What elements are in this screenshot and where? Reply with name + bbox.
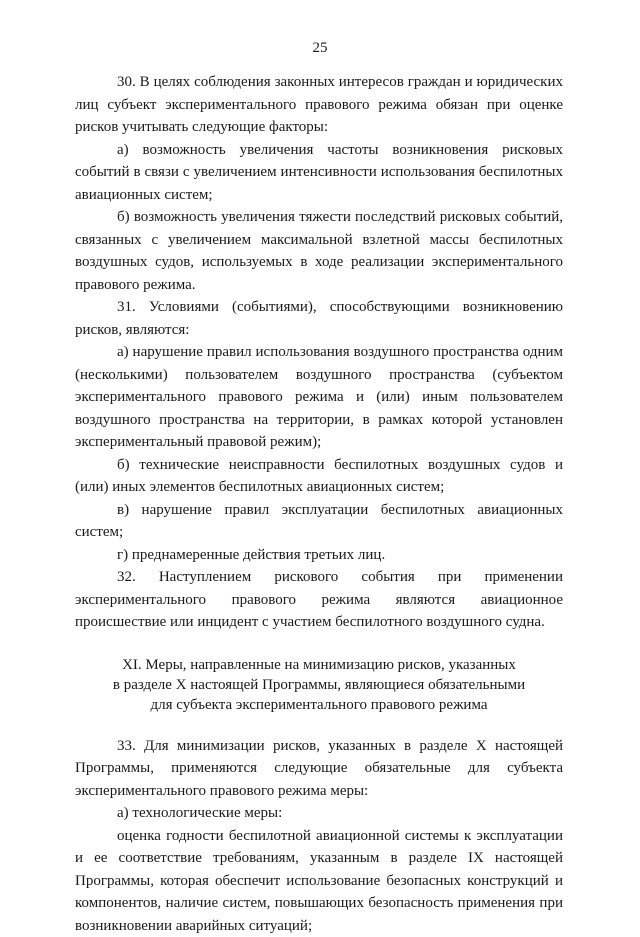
paragraph-33-a-detail: оценка годности беспилотной авиационной системы к эксплуатации и ее соответствие требованиям, указанным в разделе IX настоящей Программы, которая обеспечит использование безопасных конструкций и компонентов, наличие систем, повышающих безопасность применения при возникновении аварийных ситуаций; (75, 825, 563, 937)
paragraph-30: 30. В целях соблюдения законных интересов граждан и юридических лиц субъект экспериментального правового режима обязан при оценке рисков учитывать следующие факторы: (75, 71, 563, 139)
paragraph-30-a: а) возможность увеличения частоты возникновения рисковых событий в связи с увеличением интенсивности использования беспилотных авиационных систем; (75, 139, 563, 207)
paragraph-33-a: а) технологические меры: (75, 802, 563, 825)
section-heading-line-3: для субъекта экспериментального правового режима (75, 695, 563, 715)
paragraph-31: 31. Условиями (событиями), способствующими возникновению рисков, являются: (75, 296, 563, 341)
paragraph-31-g: г) преднамеренные действия третьих лиц. (75, 544, 563, 567)
paragraph-33: 33. Для минимизации рисков, указанных в разделе X настоящей Программы, применяются следующие обязательные для субъекта экспериментального правового режима меры: (75, 735, 563, 803)
paragraph-31-v: в) нарушение правил эксплуатации беспилотных авиационных систем; (75, 499, 563, 544)
paragraph-31-a: а) нарушение правил использования воздушного пространства одним (несколькими) пользователем воздушного пространства (субъектом экспериментального правового режима и (или) иным пользователем воздушного пространства на территории, в рамках которой установлен экспериментальный правовой режим); (75, 341, 563, 454)
paragraph-32: 32. Наступлением рискового события при применении экспериментального правового режима являются авиационное происшествие или инцидент с участием беспилотного воздушного судна. (75, 566, 563, 634)
page-number: 25 (0, 38, 640, 58)
paragraph-31-b: б) технические неисправности беспилотных воздушных судов и (или) иных элементов беспилотных авиационных систем; (75, 454, 563, 499)
paragraph-30-b: б) возможность увеличения тяжести последствий рисковых событий, связанных с увеличением максимальной взлетной массы беспилотных воздушных судов, используемых в ходе реализации экспериментального правового режима. (75, 206, 563, 296)
section-heading-line-1: XI. Меры, направленные на минимизацию рисков, указанных (75, 655, 563, 675)
section-heading-line-2: в разделе X настоящей Программы, являющиеся обязательными (75, 675, 563, 695)
section-heading (75, 655, 563, 715)
document-body (75, 71, 563, 937)
